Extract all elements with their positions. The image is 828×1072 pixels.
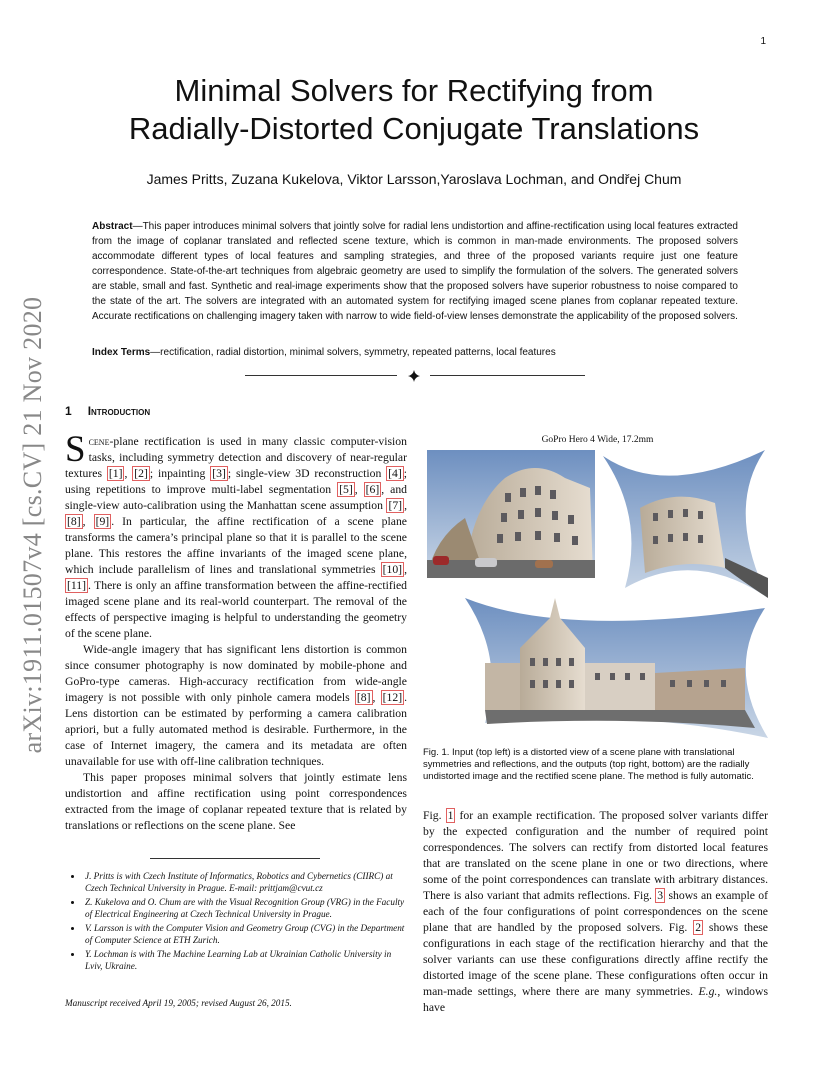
manuscript-note: Manuscript received April 19, 2005; revised August 26, 2015. xyxy=(65,998,292,1008)
citation-link[interactable]: [5] xyxy=(339,483,353,496)
text-run: ; single-view 3D reconstruction xyxy=(227,467,387,480)
intro-paragraph-3: This paper proposes minimal solvers that jointly estimate lens undistortion and affine rectification using point correspondences extracted from the image of coplanar repeated texture that is related by translations or reflections on the scene plane. See xyxy=(65,771,407,832)
footnote-rule xyxy=(150,858,320,859)
separator-right-rule xyxy=(430,375,585,376)
text-run: . Lens distortion can be estimated by performing a camera calibration apriori, but a fully automated method is desirable. Furthermore, in the case of Internet imagery, the camera and its metadata are often unavailable for use with off-line calibration techniques. xyxy=(65,691,408,768)
right-column-text xyxy=(423,808,768,1016)
figure-caption: Fig. 1. Input (top left) is a distorted view of a scene plane with translational symmetries and reflections, and the outputs (top right, bottom) are the radially undistorted image and the rectified scene plane. The method is fully automatic. xyxy=(423,747,754,782)
text-run: ; using repetitions to improve multi-label segmentation xyxy=(65,467,408,496)
index-terms-text: —rectification, radial distortion, minimal solvers, symmetry, repeated patterns, local features xyxy=(150,347,556,358)
figure-1-illustration xyxy=(425,448,770,738)
separator-left-rule xyxy=(245,375,397,376)
abstract xyxy=(92,219,738,324)
text-run: shows an example of each of the four configurations of point correspondences on the scene plane that are handled by the proposed solvers. Fig. xyxy=(423,889,768,934)
page-number: 1 xyxy=(760,36,766,47)
separator-ornament xyxy=(245,370,585,382)
citation-link[interactable]: [10] xyxy=(382,563,403,576)
section-number: 1 xyxy=(65,404,72,418)
text-run: -plane rectification is used in many classic computer-vision tasks, including symmetry detection and discovery of near-regular textures xyxy=(65,435,407,480)
figure-ref-link[interactable]: 1 xyxy=(447,809,454,822)
footnotes xyxy=(65,870,407,974)
abstract-text: —This paper introduces minimal solvers that jointly solve for radial lens undistortion and affine-rectification using local features extracted from the image of coplanar translated and reflected scene texture, which is common in man-made environments. The proposed solvers accommodate different types of local features and sampling strategies, and three of the proposed variants require just one feature correspondence. State-of-the-art techniques from algebraic geometry are used to simplify the formulation of the solvers. The generated solvers are stable, small and fast. Synthetic and real-image experiments show that the proposed solvers have superior robustness to noise compared to the state of the art. The solvers are integrated with an automated system for rectifying imaged scene planes from coplanar repeated texture. Accurate rectifications on challenging imagery taken with narrow to wide field-of-view lenses demonstrate the applicability of the proposed solvers. xyxy=(92,221,738,322)
arxiv-stamp-text: arXiv:1911.01507v4 [cs.CV] 21 Nov 2020 xyxy=(18,296,47,754)
section-heading xyxy=(65,404,150,418)
text-run: . In particular, the affine rectification of a scene plane transforms the camera’s principal plane so that it is parallel to the scene plane. This restores the affine invariants of the imaged scene plane, which include parallelism of lines and translational symmetries xyxy=(65,515,407,576)
citation-link[interactable]: [2] xyxy=(134,467,148,480)
citation-link[interactable]: [3] xyxy=(212,467,226,480)
citation-link[interactable]: [9] xyxy=(95,515,110,528)
rectified-image xyxy=(465,598,768,738)
footnote-item: • J. Pritts is with Czech Institute of Informatics, Robotics and Cybernetics (CIIRC) at Czech Technical University in Prague. E-mail: prittjam@cvut.cz xyxy=(83,870,407,894)
section-title: Introduction xyxy=(87,404,151,418)
text-run: for an example rectification. The proposed solver variants differ by the expected configuration and the number of required point correspondences. The solvers can rectify from distorted local features that are translated on the scene plane in one or two directions, where some of the point correspondences can translate with arbitrary distances. There is also variant that admits reflections. Fig. xyxy=(423,809,769,902)
index-terms xyxy=(92,347,738,358)
figure-1 xyxy=(425,448,770,738)
figure-ref-link[interactable]: 3 xyxy=(657,889,664,902)
text-run: , windows have xyxy=(423,985,768,1014)
intro-text xyxy=(65,429,408,834)
arxiv-stamp xyxy=(8,290,58,760)
authors: James Pritts, Zuzana Kukelova, Viktor Larsson,Yaroslava Lochman, and Ondřej Chum xyxy=(146,171,682,187)
figure-title: GoPro Hero 4 Wide, 17.2mm xyxy=(541,435,654,445)
citation-link[interactable]: [4] xyxy=(388,467,402,480)
undistorted-image xyxy=(603,450,768,598)
citation-link[interactable]: [8] xyxy=(67,515,81,528)
citation-link[interactable]: [11] xyxy=(67,579,87,592)
title-line-2: Radially-Distorted Conjugate Translations xyxy=(128,111,700,146)
citation-link[interactable]: [6] xyxy=(365,483,380,496)
first-word-smallcaps: cene xyxy=(88,435,110,448)
footnote-item: • Y. Lochman is with The Machine Learning Lab at Ukrainian Catholic University in Lviv, Ukraine. xyxy=(83,948,407,972)
input-image xyxy=(427,450,595,578)
text-run: , and single-view auto-calibration using the Manhattan scene assumption xyxy=(65,483,408,512)
citation-link[interactable]: [8] xyxy=(356,691,371,704)
intro-paragraph-1: Scene-plane rectification is used in many classic computer-vision tasks, including symmetry detection and discovery of near-regular textures [1] , [2] ; inpainting [3] ; single-view 3D reconstruction [4] ; using repetitions to improve multi-label segmentation [5] , [6] , and single-view auto-calibration using the Manhattan scene assumption [7] , [8] , [9] . In particular, the affine rectification of a scene plane transforms the camera’s principal plane so that it is parallel to the scene plane. This restores the affine invariants of the imaged scene plane, which include parallelism of lines and translational symmetries [10] , [11] . There is only an affine transformation between the affine-rectified imaged scene plane and its real-world counterpart. The removal of the effects of perspective imaging is helpful to understanding the geometry of the scene plane. xyxy=(65,429,408,640)
text-run: Wide-angle imagery that has significant lens distortion is common since consumer photography is now dominated by mobile-phone and GoPro-type cameras. High-accuracy rectification from wide-angle imagery is not possible with only pinhole camera models xyxy=(65,643,407,704)
text-run: shows these configurations in each stage of the rectification hierarchy and that the solver variants can use these configurations directly affine rectify the distorted image of the scene plane. These configurations often occur in man-made settings, where there are many symmetries. xyxy=(423,921,768,998)
citation-link[interactable]: [12] xyxy=(382,691,403,704)
footnote-item: • V. Larsson is with the Computer Vision and Geometry Group (CVG) in the Department of Computer Science at ETH Zurich. xyxy=(83,922,407,946)
paper-title xyxy=(80,72,748,148)
diamond-ornament-icon xyxy=(408,370,420,382)
citation-link[interactable]: [7] xyxy=(388,499,403,512)
figure-ref-link[interactable]: 2 xyxy=(695,921,702,934)
abstract-label: Abstract xyxy=(92,221,133,232)
index-terms-label: Index Terms xyxy=(92,347,151,358)
drop-cap: S xyxy=(65,429,86,470)
title-line-1: Minimal Solvers for Rectifying from xyxy=(174,73,654,108)
text-run-italic: E.g. xyxy=(698,985,718,998)
text-run: . There is only an affine transformation between the affine-rectified imaged scene plane and its real-world counterpart. The removal of the effects of perspective imaging is helpful to understanding the geometry of the scene plane. xyxy=(65,579,407,640)
intro-paragraph-2: Wide-angle imagery that has significant lens distortion is common since consumer photography is now dominated by mobile-phone and GoPro-type cameras. High-accuracy rectification from wide-angle imagery is not possible with only pinhole camera models [8] , [12] . Lens distortion can be estimated by performing a camera calibration apriori, but a fully automated method is desirable. Furthermore, in the case of Internet imagery, the camera and its metadata are often unavailable for use with off-line calibration techniques. xyxy=(65,643,408,768)
text-run: Fig. xyxy=(423,809,446,822)
text-run: ; inpainting xyxy=(149,467,211,480)
footnote-item: • Z. Kukelova and O. Chum are with the Visual Recognition Group (VRG) in the Faculty of Electrical Engineering at Czech Technical University in Prague. xyxy=(83,896,407,920)
citation-link[interactable]: [1] xyxy=(108,467,123,480)
